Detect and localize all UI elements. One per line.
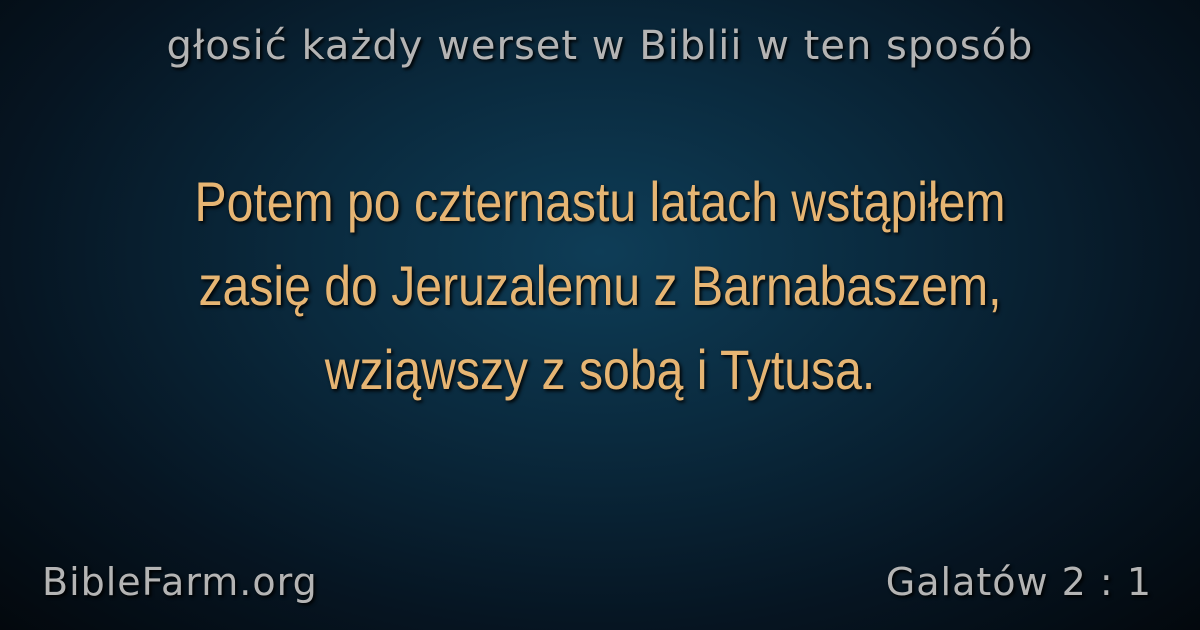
- verse-line-3: wziąwszy z sobą i Tytusa.: [324, 338, 876, 401]
- site-name: BibleFarm.org: [42, 560, 318, 604]
- tagline: głosić każdy werset w Biblii w ten sposób: [166, 23, 1034, 69]
- verse-line-1: Potem po czternastu latach wstąpiłem: [194, 170, 1006, 233]
- verse-text: [118, 160, 1081, 412]
- verse-reference: Galatów 2 : 1: [885, 560, 1152, 604]
- verse-line-2: zasię do Jeruzalemu z Barnabaszem,: [198, 254, 1002, 317]
